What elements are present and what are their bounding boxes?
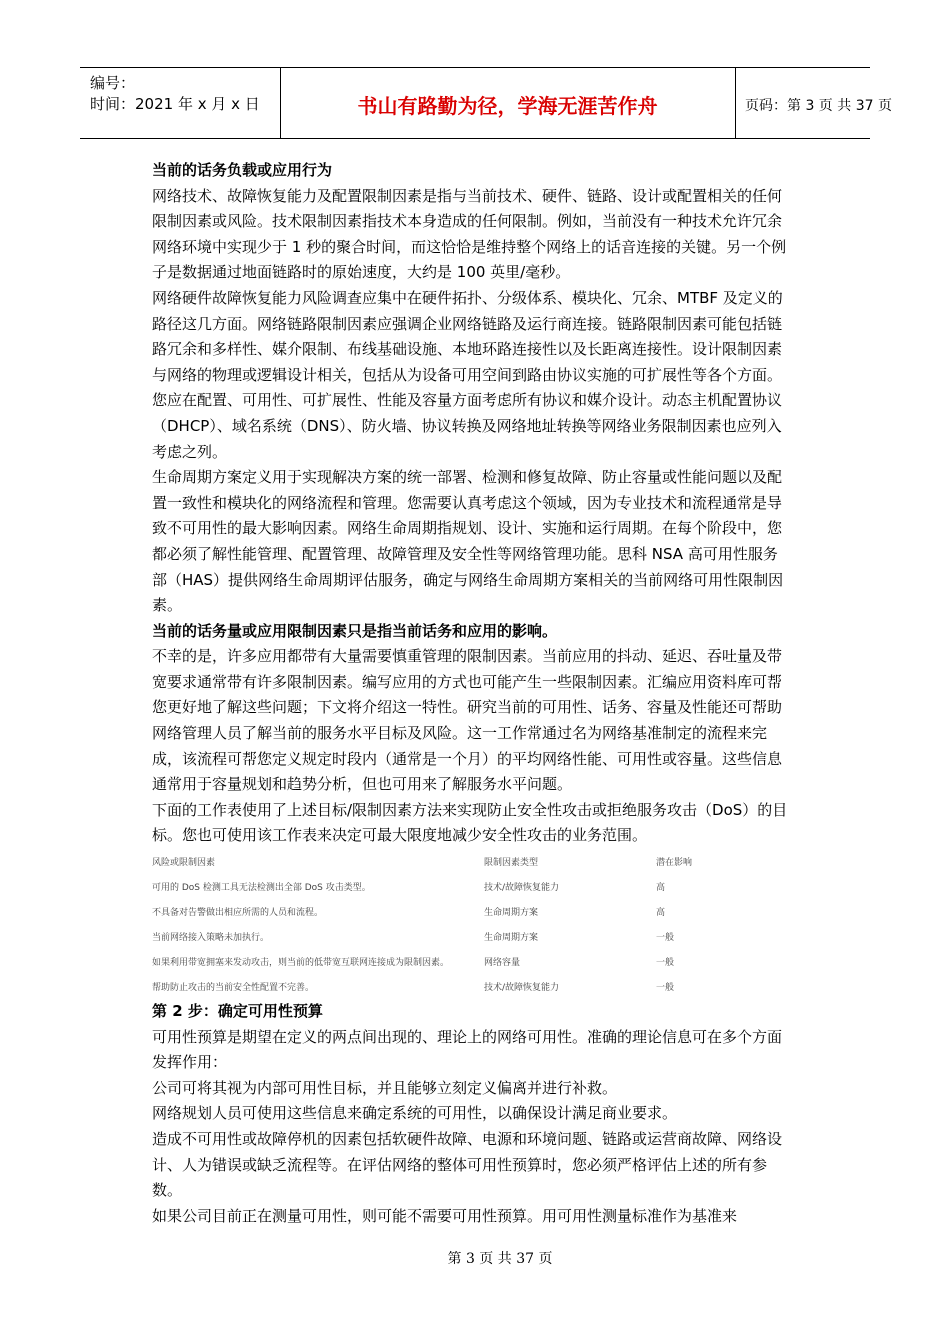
paragraph: 造成不可用性或故障停机的因素包括软硬件故障、电源和环境问题、链路或运营商故障、网络设计、人为错误或缺乏流程等。在评估网络的整体可用性预算时，您必须严格评估上述的所有参数。 [152,1130,783,1200]
table-cell: 高 [656,883,666,894]
table-cell: 可用的 DoS 检测工具无法检测出全部 DoS 攻击类型。 [152,883,371,894]
paragraph: 下面的工作表使用了上述目标/限制因素方法来实现防止安全性攻击或拒绝服务攻击（DoS）的目标。您也可使用该工作表来决定可最大限度地减少安全性攻击的业务范围。 [152,800,788,845]
table-cell: 一般 [656,958,675,969]
header-motto: 书山有路勤为径，学海无涯苦作舟 [357,94,658,118]
paragraph: 生命周期方案定义用于实现解决方案的统一部署、检测和修复故障、防止容量或性能问题以及配置一致性和模块化的网络流程和管理。您需要认真考虑这个领域，因为专业技术和流程通常是导致不可用性的最大影响因素。网络生命周期指规划、设计、实施和运行周期。在每个阶段中，您都必须了解性能管理、配置管理、故障管理及安全性等网络管理功能。思科 NSA 高可用性服务部（HAS）提供网络生命周期评估服务，确定与网络生命周期方案相关的当前网络可用性限制因素。 [152,468,784,615]
header-info-cell [80,68,281,138]
header-date: 时间：2021 年 x 月 x 日 [90,95,260,113]
table-row [152,974,788,999]
header-motto-cell [280,68,736,138]
table-cell: 生命周期方案 [484,933,539,944]
table-cell: 不具备对告警做出相应所需的人员和流程。 [152,908,324,919]
document-body [152,158,788,1229]
paragraph: 如果公司目前正在测量可用性，则可能不需要可用性预算。用可用性测量标准作为基准来 [152,1206,738,1225]
table-cell: 技术/故障恢复能力 [484,983,560,994]
page-header [80,67,892,139]
header-number: 编号： [90,74,136,92]
table-row [152,924,788,949]
paragraph: 公司可将其视为内部可用性目标，并且能够立刻定义偏离并进行补救。 [152,1078,618,1097]
table-header-cell: 限制因素类型 [484,858,539,869]
section-heading: 第 2 步：确定可用性预算 [152,1002,323,1021]
paragraph: 网络技术、故障恢复能力及配置限制因素是指与当前技术、硬件、链路、设计或配置相关的任何限制因素或风险。技术限制因素指技术本身造成的任何限制。例如，当前没有一种技术允许冗余网络环境中实现少于 1 秒的聚合时间，而这恰恰是维持整个网络上的话音连接的关键。另一个例子是数据通过地面链路时的原始速度，大约是 100 英里/毫秒。 [152,186,787,282]
table-header-cell: 潜在影响 [656,858,693,869]
table-cell: 如果利用带宽拥塞来发动攻击，则当前的低带宽互联网连接成为限制因素。 [152,958,450,969]
paragraph: 不幸的是，许多应用都带有大量需要慎重管理的限制因素。当前应用的抖动、延迟、吞吐量及带宽要求通常带有许多限制因素。编写应用的方式也可能产生一些限制因素。汇编应用资料库可帮您更好地了解这些问题；下文将介绍这一特性。研究当前的可用性、话务、容量及性能还可帮助网络管理人员了解当前的服务水平目标及风险。这一工作常通过名为网络基准制定的流程来完成，该流程可帮您定义规定时段内（通常是一个月）的平均网络性能、可用性或容量。这些信息通常用于容量规划和趋势分析，但也可用来了解服务水平问题。 [152,647,783,794]
section-heading: 当前的话务量或应用限制因素只是指当前话务和应用的影响。 [152,621,558,640]
page-footer: 第 3 页 共 37 页 [447,1251,553,1267]
paragraph: 可用性预算是期望在定义的两点间出现的、理论上的网络可用性。准确的理论信息可在多个方面发挥作用： [152,1027,783,1072]
table-cell: 帮助防止攻击的当前安全性配置不完善。 [152,983,315,994]
table-cell: 高 [656,908,666,919]
table-cell: 一般 [656,983,675,994]
table-cell: 当前网络接入策略未加执行。 [152,933,270,944]
table-header-cell: 风险或限制因素 [152,858,216,869]
table-row [152,949,788,974]
table-row [152,874,788,899]
table-cell: 网络容量 [484,958,521,969]
section-heading: 当前的话务负载或应用行为 [152,161,333,179]
header-page-number: 页码：第 3 页 共 37 页 [745,98,892,114]
table-cell: 一般 [656,933,675,944]
table-cell: 生命周期方案 [484,908,539,919]
paragraph: 网络规划人员可使用这些信息来确定系统的可用性，以确保设计满足商业要求。 [152,1104,678,1123]
table-cell: 技术/故障恢复能力 [484,883,560,894]
paragraph: 网络硬件故障恢复能力风险调查应集中在硬件拓扑、分级体系、模块化、冗余、MTBF 及定义的路径这几方面。网络链路限制因素应强调企业网络链路及运行商连接。链路限制因素可能包括链路冗余和多样性、媒介限制、布线基础设施、本地环路连接性以及长距离连接性。设计限制因素与网络的物理或逻辑设计相关，包括从为设备可用空间到路由协议实施的可扩展性等各个方面。您应在配置、可用性、可扩展性、性能及容量方面考虑所有协议和媒介设计。动态主机配置协议（DHCP）、域名系统（DNS）、防火墙、协议转换及网络地址转换等网络业务限制因素也应列入考虑之列。 [152,288,783,461]
risk-table [152,849,788,999]
table-header-row [152,849,788,874]
table-row [152,899,788,924]
header-page-cell [735,68,892,138]
